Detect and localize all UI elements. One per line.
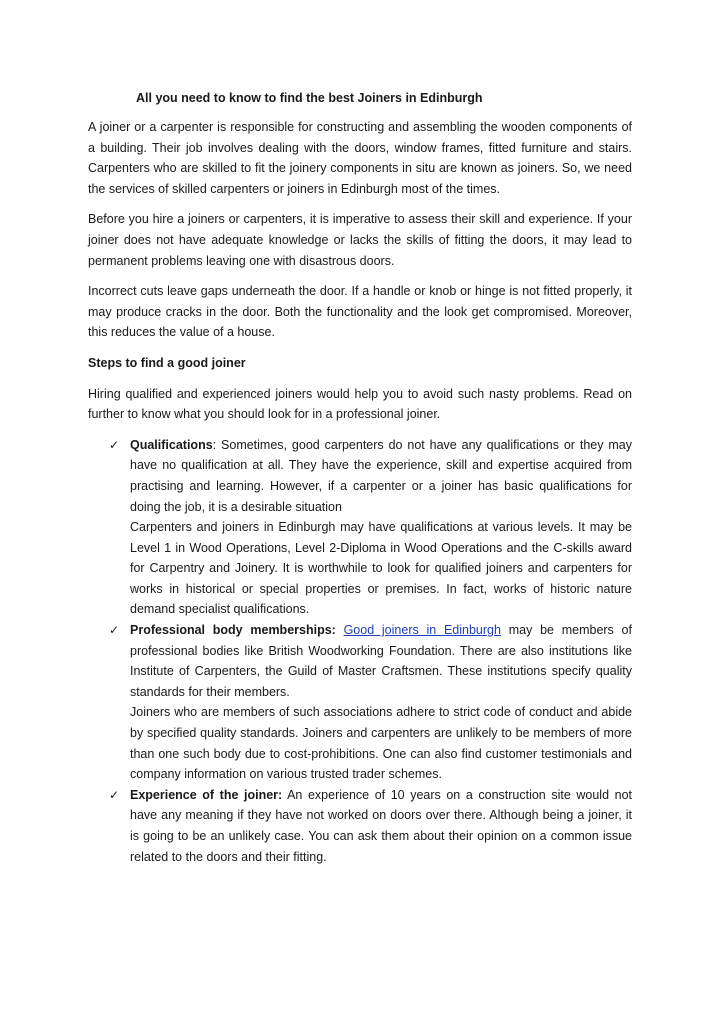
checklist bbox=[88, 435, 632, 867]
document-title: All you need to know to find the best Joiners in Edinburgh bbox=[136, 91, 483, 105]
section-heading: Steps to find a good joiner bbox=[88, 355, 246, 370]
item-lead: Experience of the joiner: bbox=[130, 787, 283, 802]
list-item bbox=[88, 435, 632, 620]
item-text: : Sometimes, good carpenters do not have any qualifications or they may have no qualification at all. They have the experience, skill and expertise acquired from practising and learning. However, if a carpenter or a joiner has basic qualifications for doing the job, it is a desirable situation bbox=[130, 437, 632, 514]
item-text: may be members of professional bodies like British Woodworking Foundation. There are also institutions like Institute of Carpenters, the Guild of Master Craftsmen. These institutions specify quality standards for their members. bbox=[130, 623, 632, 699]
list-item bbox=[88, 785, 632, 867]
paragraph: A joiner or a carpenter is responsible for constructing and assembling the wooden components of a building. Their job involves dealing with the doors, window frames, fitted furniture and stairs. Carpenters who are skilled to fit the joinery components in situ are known as joiners. So, we need the services of skilled carpenters or joiners in Edinburgh most of the times. bbox=[88, 120, 632, 196]
item-subparagraph: Joiners who are members of such associations adhere to strict code of conduct and abide by specified quality standards. Joiners and carpenters are unlikely to be members of more than one such body due to cost-prohibitions. One can also find customer testimonials and company information on various trusted trader schemes. bbox=[130, 705, 632, 782]
item-text: An experience of 10 years on a construction site would not have any meaning if they have not worked on doors over there. Although being a joiner, it is going to be an unlikely case. You can ask them about their opinion on a common issue related to the doors and their fitting. bbox=[130, 787, 632, 864]
paragraph: Before you hire a joiners or carpenters, it is imperative to assess their skill and experience. If your joiner does not have adequate knowledge or lacks the skills of fitting the doors, it may lead to permanent problems leaving one with disastrous doors. bbox=[88, 212, 632, 268]
list-item bbox=[88, 620, 632, 785]
item-lead: Qualifications bbox=[130, 437, 213, 452]
checkmark-icon: ✓ bbox=[109, 787, 120, 802]
checkmark-icon: ✓ bbox=[109, 437, 120, 452]
item-lead: Professional body memberships: bbox=[130, 623, 336, 638]
checkmark-icon: ✓ bbox=[109, 623, 120, 638]
paragraph: Hiring qualified and experienced joiners would help you to avoid such nasty problems. Read on further to know what you should look for in a professional joiner. bbox=[88, 386, 632, 422]
joiners-link[interactable]: Good joiners in Edinburgh bbox=[343, 623, 501, 638]
paragraph: Incorrect cuts leave gaps underneath the door. If a handle or knob or hinge is not fitted properly, it may produce cracks in the door. Both the functionality and the look get compromised. Moreover, this reduces the value of a house. bbox=[88, 284, 632, 340]
item-subparagraph: Carpenters and joiners in Edinburgh may have qualifications at various levels. It may be Level 1 in Wood Operations, Level 2-Diploma in Wood Operations and the C-skills award for Carpentry and Joinery. It is worthwhile to look for qualified joiners and carpenters for works in historical or special properties or premises. In fact, works of historic nature demand specialist qualifications. bbox=[130, 520, 632, 617]
